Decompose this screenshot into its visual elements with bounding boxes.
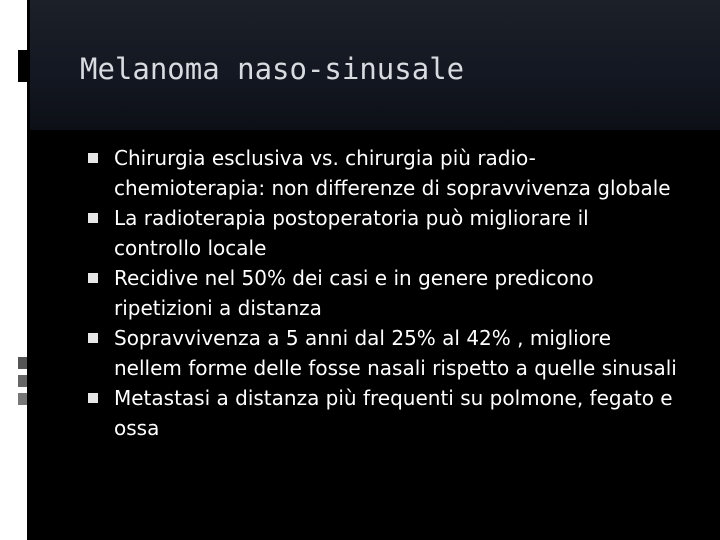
slide-title: Melanoma naso-sinusale bbox=[80, 52, 465, 86]
bullet-text: Metastasi a distanza più frequenti su polmone, fegato e ossa bbox=[114, 386, 673, 440]
decor-block-1 bbox=[18, 357, 27, 369]
left-decor-strip bbox=[0, 0, 30, 540]
slide-body bbox=[82, 143, 682, 443]
square-bullet-icon bbox=[88, 273, 98, 283]
square-bullet-icon bbox=[88, 153, 98, 163]
decor-block-2 bbox=[18, 375, 27, 387]
bullet-list bbox=[82, 143, 682, 443]
bullet-text: Chirurgia esclusiva vs. chirurgia più radio-chemioterapia: non differenze di sopravvivenza globale bbox=[114, 146, 671, 200]
decor-block-3 bbox=[18, 393, 27, 405]
square-bullet-icon bbox=[88, 333, 98, 343]
bullet-text: Recidive nel 50% dei casi e in genere predicono ripetizioni a distanza bbox=[114, 266, 594, 320]
square-bullet-icon bbox=[88, 393, 98, 403]
bullet-text: La radioterapia postoperatoria può migliorare il controllo locale bbox=[114, 206, 589, 260]
bullet-item bbox=[82, 323, 682, 383]
bullet-item bbox=[82, 203, 682, 263]
decor-block-top bbox=[18, 50, 27, 82]
square-bullet-icon bbox=[88, 213, 98, 223]
bullet-item bbox=[82, 143, 682, 203]
bullet-item bbox=[82, 383, 682, 443]
bullet-text: Sopravvivenza a 5 anni dal 25% al 42% , migliore nellem forme delle fosse nasali rispetto a quelle sinusali bbox=[114, 326, 677, 380]
bullet-item bbox=[82, 263, 682, 323]
